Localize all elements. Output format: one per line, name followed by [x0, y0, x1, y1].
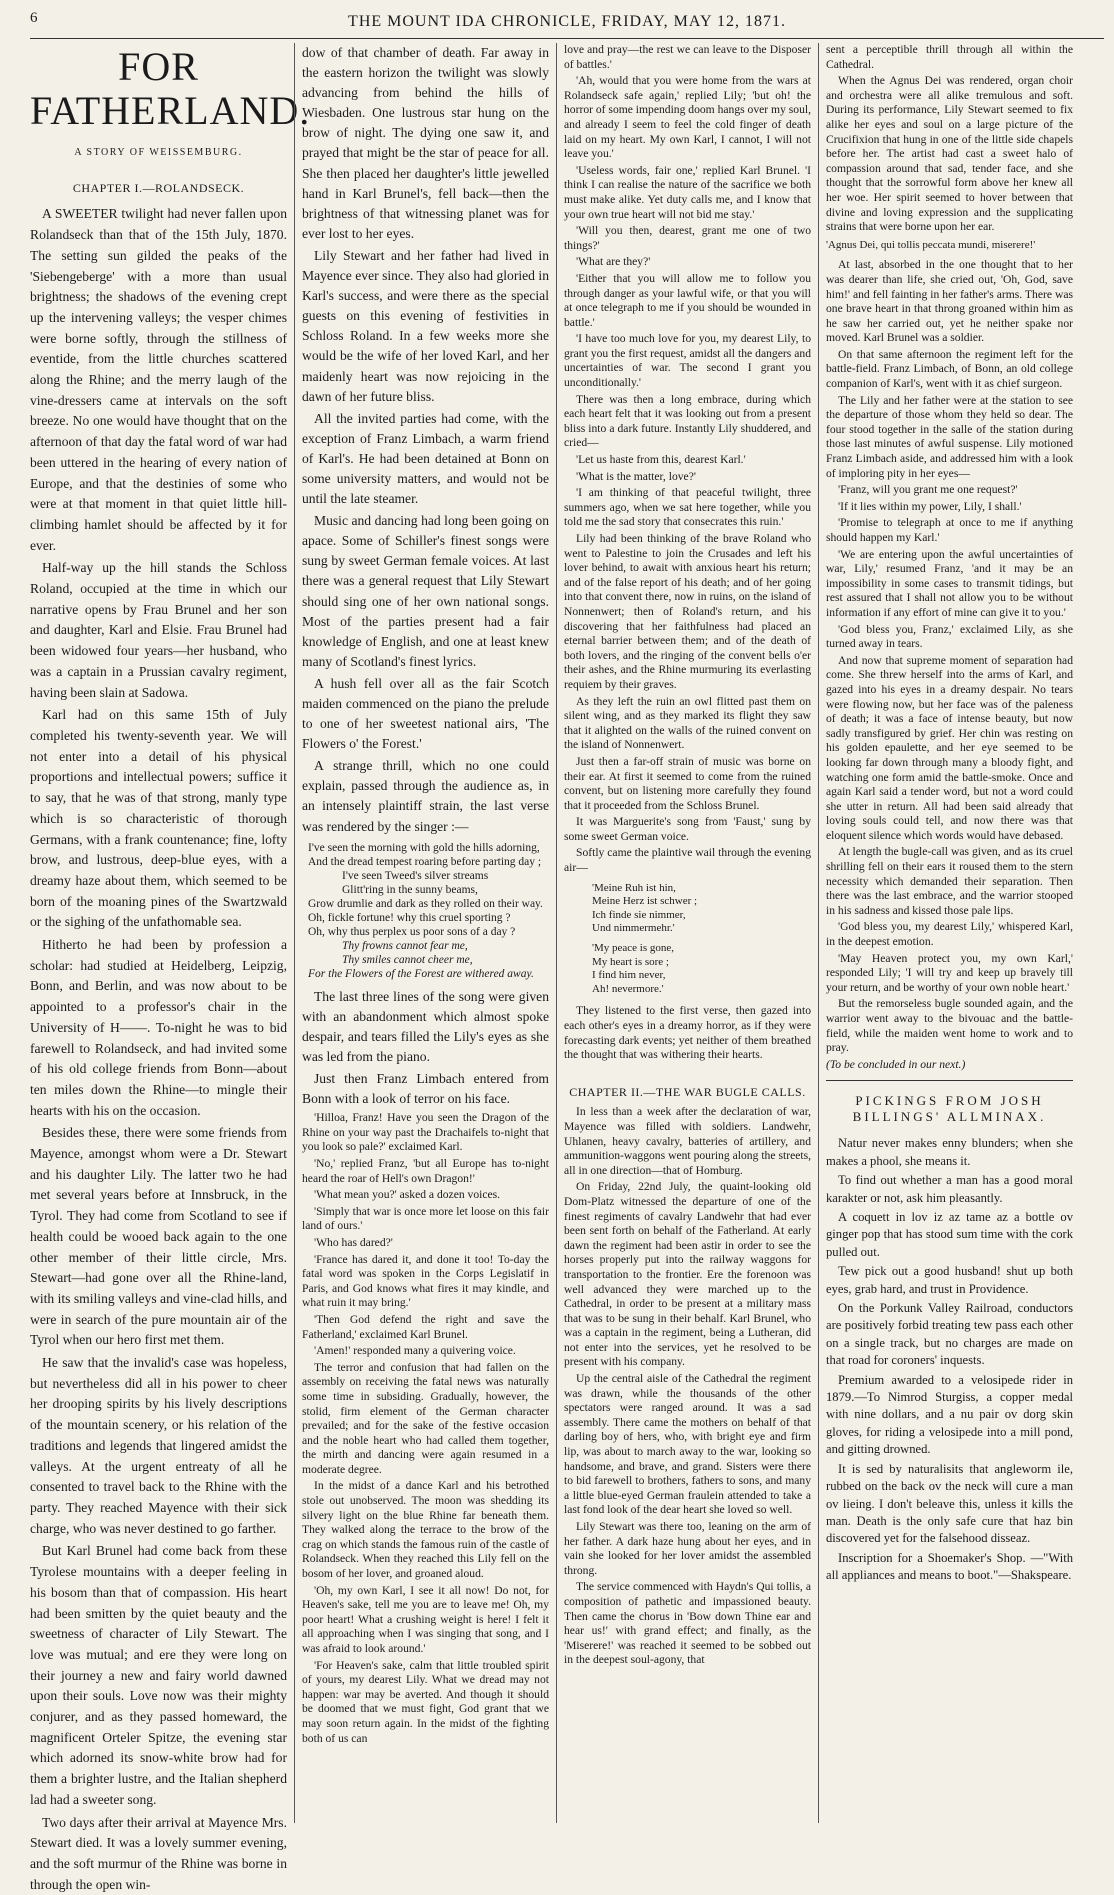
poem-line: Thy smiles cannot cheer me,	[342, 953, 473, 966]
poem-line: For the Flowers of the Forest are withered away.	[308, 967, 534, 980]
paragraph: 'Will you then, dearest, grant me one of two things?'	[564, 224, 811, 252]
paragraph: 'Franz, will you grant me one request?'	[838, 483, 1018, 497]
paragraph: Natur never makes enny blunders; when she makes a phool, she means it.	[826, 1136, 1073, 1168]
paragraph: Up the central aisle of the Cathedral the regiment was drawn, while the thousands of the other spectators were ranged around. It was a sad assembly. There came the mothers on behalf of that darling boy of hers, who, with bright eye and firm lip, was about to march away to the war, looking so handsome, and brave, and grand. Sisters were there to bid farewell to brothers, fathers to sons, and many a little blue-eyed German fraulein attended to take a last fond look of the dear heart she loved so well.	[564, 1372, 811, 1517]
paragraph: A SWEETER twilight had never fallen upon Rolandseck than that of the 15th July, 1870. The setting sun gilded the peaks of the 'Siebengeberge' with a more than usual brightness; the shadows of the evening crept up the intervening valleys; the vesper chimes were borne softly, through the stillness of eventide, from the little churches scattered along the Rhine; and the merry laugh of the vine-dressers came at intervals on the soft breeze. No one would have thought that on the afternoon of that day the fatal word of war had been uttered in the hearing of every nation of Europe, and that the destinies of some who were at that moment in that quiet little hill-climbing hamlet should be affected by it for ever.	[30, 206, 287, 553]
poem-line: Thy frowns cannot fear me,	[342, 939, 468, 952]
page-number: 6	[30, 10, 38, 26]
song-line: 'Meine Ruh ist hin,	[592, 881, 676, 894]
paragraph: As they left the ruin an owl flitted past them on silent wing, and as they marked its flight they saw that it alighted on the walls of the ruined convent on the island of Nonnenwert.	[564, 694, 811, 752]
song-line: Und nimmermehr.'	[592, 922, 675, 935]
poem-line: Glitt'ring in the sunny beams,	[342, 883, 478, 896]
paragraph: Lily Stewart and her father had lived in Mayence ever since. They also had gloried in Karl's success, and were there as the special guests on this evening of festivities in Schloss Roland. In a few weeks more she would be the wife of her loved Karl, and her maidenly heart was now rejoicing in the dawn of her future bliss.	[302, 247, 549, 404]
paragraph: 'Amen!' responded many a quivering voice.	[314, 1344, 516, 1358]
paragraph: 'Hilloa, Franz! Have you seen the Dragon of the Rhine on your way past the Drachaifels to-night that you look so pale?' exclaimed Karl.	[302, 1111, 549, 1154]
columns	[30, 43, 1104, 1892]
paragraph: A hush fell over all as the fair Scotch maiden commenced on the piano the prelude to one of her sweetest national airs, 'The Flowers o' the Forest.'	[302, 675, 549, 752]
paragraph: It is sed by naturalisits that angleworm ile, rubbed on the back ov the neck will cure a man ov lieing. I don't beleave this, unless it kills the man. Death is the only safe cure that haz bin discovered yet for the falsehood disseaz.	[826, 1461, 1073, 1546]
paragraph: 'If it lies within my power, Lily, I shall.'	[838, 499, 1022, 513]
paragraph: Half-way up the hill stands the Schloss Roland, occupied at the time in which our narrative opens by Frau Brunel and her son and daughter, Karl and Elsie. Frau Brunel had been widowed four years—her husband, who was a captain in a Prussian cavalry regiment, having been slain at Sadowa.	[30, 560, 287, 700]
poem-line: I've seen the morning with gold the hills adorning,	[308, 841, 540, 854]
paragraph: 'I am thinking of that peaceful twilight, three summers ago, when we sat here together, while you told me the sad story that consecrates this ruin.'	[564, 486, 811, 529]
poem-line: And the dread tempest roaring before parting day ;	[308, 855, 542, 868]
paragraph: 'Simply that war is once more let loose on this fair land of ours.'	[302, 1204, 549, 1233]
column-2	[294, 43, 556, 1823]
paragraph: 'We are entering upon the awful uncertainties of war, Lily,' resumed Franz, 'and it may be an impossibility in some cases to transmit tidings, but rest assured that I shall not allow you to be without information if any effort of mine can give it to you.'	[826, 547, 1073, 619]
paragraph: Lily had been thinking of the brave Roland who went to Palestine to join the Crusades and left his lover behind, to await with anxious heart his return; and of the false report of his death; and of her going into that convent there, now in ruins, on the island of Nonnenwert; then of Roland's return, and his discovering that her faithfulness had placed an eternal barrier between them; and of the death of both lovers, and the ringing of the convent bells o'er their ashes, and the Rhine murmuring its everlasting requiem by their graves.	[564, 532, 811, 691]
paragraph: The terror and confusion that had fallen on the assembly on receiving the fatal news was naturally some time in subsiding. Gradually, however, the stolid, firm element of the German character prevailed; and for the sake of the festive occasion and the noble heart who had called them together, the mirth and dancing were again resumed in a moderate degree.	[302, 1360, 549, 1476]
paragraph: love and pray—the rest we can leave to the Disposer of battles.'	[564, 43, 811, 71]
paragraph: Karl had on this same 15th of July completed his twenty-seventh year. We will not enter into a detail of his physical proportions and intellectual powers; suffice it to say, that he was of that strong, manly type which is so characteristic of thorough Germans, with a frank countenance; fine, lofty brow, and lustrous, deep-blue eyes, with a dreamy haze about them, which seemed to be born of the moaning pines of the Swartzwald or the sighing of the unfathomable sea.	[30, 707, 287, 930]
paragraph: 'What mean you?' asked a dozen voices.	[314, 1188, 501, 1202]
paragraph: 'Either that you will allow me to follow you through danger as your lawful wife, or that you will at once telegraph to me if you should be wounded in battle.'	[564, 271, 811, 329]
paragraph: Inscription for a Shoemaker's Shop. —"With all appliances and means to boot."—Shakspeare.	[826, 1550, 1073, 1583]
paragraph: To find out whether a man has a good moral karakter or not, ask him pleasantly.	[826, 1173, 1073, 1205]
paragraph: 'For Heaven's sake, calm that little troubled spirit of yours, my dearest Lily. What we dread may not happen: war may be averted. And though it should be doomed that we must fight, God grant that we may soon return again. In the midst of the fighting both of us can	[302, 1658, 549, 1745]
paragraph: 'God bless you, my dearest Lily,' whispered Karl, in the deepest emotion.	[826, 920, 1073, 949]
story-subtitle: A STORY OF WEISSEMBURG.	[74, 147, 243, 158]
paragraph: 'I have too much love for you, my dearest Lily, to grant you the first request, amidst all the dangers and uncertainties of war. The second I grant you unconditionally.'	[564, 332, 811, 390]
josh-billings-heading	[826, 1093, 1073, 1125]
josh-billings-section	[826, 1093, 1073, 1584]
masthead-title: THE MOUNT IDA CHRONICLE, FRIDAY, MAY 12, 1871.	[348, 13, 786, 30]
paragraph: At last, absorbed in the one thought that to her was dearer than life, she cried out, 'Oh, God, save him!' and fell fainting in her father's arms. There was one brave heart in that throng groaned within him as he saw her carried out, yet he neither spake nor moved. Karl Brunel was a soldier.	[826, 258, 1073, 345]
paragraph: 'Useless words, fair one,' replied Karl Brunel. 'I think I can realise the nature of the sacrifice we both must make alike. Yet duty calls me, and I know that your own true heart will not bid me stay.'	[564, 163, 811, 221]
poem-line: Oh, why thus perplex us poor sons of a day ?	[308, 925, 516, 938]
paragraph: A coquett in lov iz az tame az a bottle ov ginger pop that has stood sum time with the cork pulled out.	[826, 1210, 1073, 1259]
paragraph: Two days after their arrival at Mayence Mrs. Stewart died. It was a lovely summer evening, and the soft murmur of the Rhine was borne in through the open win-	[30, 1814, 287, 1892]
paragraph: He saw that the invalid's case was hopeless, but nevertheless did all in his power to cheer her drooping spirits by his lively descriptions of the mountain scenery, or his relation of the traditions and legends that lingered amidst the valleys. At the urgent entreaty of all he consented to travel back to the Rhine with the party. They reached Mayence with their sick charge, who was never destined to go farther.	[30, 1355, 287, 1536]
poem-line: Grow drumlie and dark as they rolled on their way.	[308, 897, 543, 910]
column-4	[818, 43, 1080, 1823]
poem-line: Oh, fickle fortune! why this cruel sporting ?	[308, 911, 511, 924]
paragraph: At length the bugle-call was given, and as its cruel shrilling fell on their ears it roused them to the stern necessity which demanded their separation. Then there was the last embrace, and the warrior stooped in his sadness and kissed those pale lips.	[826, 845, 1073, 917]
paragraph: There was then a long embrace, during which each heart felt that it was looking out from a present bliss into a dark future. Instantly Lily shuddered, and cried—	[564, 392, 811, 450]
paragraph: Hitherto he had been by profession a scholar: had studied at Heidelberg, Leipzig, Bonn, and Berlin, and was now about to be appointed to a professor's chair in the University of H——. To-night he was to bid farewell to Rolandseck, and had invited some of his old college friends from Bonn—about ten miles down the Rhine—to mingle their hearts with his on the occasion.	[30, 937, 287, 1118]
paragraph: In the midst of a dance Karl and his betrothed stole out unobserved. The moon was shedding its silvery light on the blue Rhine far beneath them. They walked along the terrace to the brow of the crag on which stands the famous ruin of the castle of Rolandseck. When they reached this Lily fell on the bosom of her lover, and groaned aloud.	[302, 1479, 549, 1581]
paragraph: 'What are they?'	[576, 255, 651, 269]
paragraph: Softly came the plaintive wail through the evening air—	[564, 846, 811, 875]
paragraph: On Friday, 22nd July, the quaint-looking old Dom-Platz witnessed the departure of one of the finest regiments of cavalry Landwehr that had ever been sent forth on behalf of the Fatherland. At early dawn the regiment had been astir in order to see the horses properly put into the railway waggons for transportation to the frontier. Ere the forenoon was well advanced they were marched up to the Cathedral, in order to be present at a military mass that was to be sung in their behalf. Karl Brunel, who was a captain in the regiment, being a Lutheran, did not enter into the services, yet he resolved to be present with his company.	[564, 1180, 811, 1369]
paragraph: In less than a week after the declaration of war, Mayence was filled with soldiers. Landwehr, Uhlanen, heavy cavalry, batteries of artillery, and ammunition-waggons went pouring along the streets, all in one direction—that of Homburg.	[564, 1105, 811, 1177]
josh-billings-title-line-1: PICKINGS FROM JOSH	[855, 1093, 1044, 1109]
song-verse-faust	[592, 882, 811, 997]
josh-billings-title-line-2: BILLINGS' ALLMINAX.	[852, 1109, 1047, 1125]
paragraph: They listened to the first verse, then gazed into each other's eyes in a dreamy horror, as if they were forecasting dark events; yet neither of them breathed the thought that was withering their hearts.	[564, 1004, 811, 1062]
paragraph: Just then Franz Limbach entered from Bonn with a look of terror on his face.	[302, 1071, 549, 1107]
paragraph: 'Then God defend the right and save the Fatherland,' exclaimed Karl Brunel.	[302, 1312, 549, 1341]
to-be-concluded-note: (To be concluded in our next.)	[826, 1057, 966, 1071]
section-divider	[826, 1080, 1073, 1081]
paragraph: Just then a far-off strain of music was borne on their ear. At first it seemed to come from the ruined convent, but on listening more carefully they found that it proceeded from the Schloss Brunel.	[564, 754, 811, 812]
paragraph: 'May Heaven protect you, my own Karl,' responded Lily; 'I will try and keep up bravely till your return, and be worthy of your own noble heart.'	[826, 951, 1073, 994]
paragraph: Lily Stewart was there too, leaning on the arm of her father. A dark haze hung about her eyes, and in vain she looked for her lover amidst the assembled throng.	[564, 1520, 811, 1577]
paragraph: A strange thrill, which no one could explain, passed through the audience as, in an intensely plaintiff strain, the last verse was rendered by the singer :—	[302, 758, 549, 834]
paragraph: Music and dancing had long been going on apace. Some of Schiller's finest songs were sung by sweet German female voices. At last there was a general request that Lily Stewart should sing one of her own national songs. Most of the parties present had a fair knowledge of English, and one at least knew many of Scotland's finest lyrics.	[302, 513, 549, 669]
paragraph: But Karl Brunel had come back from these Tyrolese mountains with a deeper feeling in his bosom than that of compassion. His heart had been smitten by the quiet beauty and the sweetness of character of Lily Stewart. The love was mutual; and ere they were long on their journey a new and fairy world dawned upon their souls. Love now was their mighty conjurer, and as they passed homeward, the magnificent Orteler Spitze, the evening star which adorned its snow-white brow had for them a brighter lustre, and the Italian shepherd lad had a sweeter song.	[30, 1543, 287, 1807]
paragraph: Tew pick out a good husband! shut up both eyes, grab hard, and trust in Providence.	[826, 1264, 1073, 1296]
paragraph: The last three lines of the song were given with an abandonment which almost spoke despair, and tears filled the Lily's eyes as she was led from the piano.	[302, 988, 549, 1064]
column-1	[30, 43, 311, 1892]
chapter-2-heading: CHAPTER II.—THE WAR BUGLE CALLS.	[569, 1084, 806, 1099]
paragraph: The service commenced with Haydn's Qui tollis, a composition of pathetic and impassioned beauty. Then came the chorus in 'Bow down Thine ear and hear us!' with grand effect; and finally, as the 'Miserere!' was reached it seemed to be sobbed out in the deepest soul-agony, that	[564, 1580, 811, 1667]
story-headline: FOR FATHERLAND.	[30, 44, 311, 133]
poem-line: I've seen Tweed's silver streams	[342, 869, 489, 882]
paragraph: Premium awarded to a velosipede rider in 1879.—To Nimrod Sturgiss, a copper medal with nine dollars, and a nu pair ov dorg skin gloves, for riding a velosipede into a mill pond, and gitting drowned.	[826, 1372, 1073, 1457]
paragraph: 'Promise to telegraph at once to me if anything should happen my Karl.'	[826, 516, 1073, 544]
song-line: Ah! nevermore.'	[592, 982, 664, 995]
paragraph: It was Marguerite's song from 'Faust,' sung by some sweet German voice.	[564, 815, 811, 843]
paragraph: On the Porkunk Valley Railroad, conductors are positively forbid treating tew pass each other on a single track, but no charges are made on that road for coroners' inquests.	[826, 1301, 1073, 1368]
paragraph: Besides these, there were some friends from Mayence, amongst whom were a Dr. Stewart and his daughter Lily. The latter two he had met several years before at Innsbruck, in the Tyrol. They had come from Scotland to see if health could be wooed back again to the one other member of their little circle, Mrs. Stewart—had gone over all the Rhine-land, with its smiling valleys and vine-clad hills, and were in search of the pure mountain air of the Tyrol when our hero first met them.	[30, 1125, 287, 1348]
song-line: Ich finde sie nimmer,	[592, 908, 686, 921]
paragraph: 'Let us haste from this, dearest Karl.'	[576, 453, 746, 467]
chapter-1-heading: CHAPTER I.—ROLANDSECK.	[72, 180, 245, 195]
paragraph: When the Agnus Dei was rendered, organ choir and orchestra were all alike tremulous and soft. During its performance, Lily Stewart seemed to fix alike her eyes and soul on a large picture of the Crucifixion that hung in one of the little side chapels before her. The artist had cast a sweet halo of compassion around that sad, tender face, and she thought that the sorrowful form above her knew all her woe. Her spirit seemed to hover between that divine and loving expression and the supplicating strains that were borne upon her ear.	[826, 74, 1073, 234]
paragraph: 'Oh, my own Karl, I see it all now! Do not, for Heaven's sake, tell me you are to leave me! Oh, my poor heart! What a crushing weight is here! I felt it all approaching when I was singing that song, and I was afraid to look around.'	[302, 1583, 549, 1655]
paragraph: 'Who has dared?'	[314, 1235, 393, 1249]
column-3	[556, 43, 818, 1823]
paragraph: The Lily and her father were at the station to see the departure of those whom they held so dear. The four stood together in the salle of the station during those last minutes of awful suspense. Lily motioned Franz Limbach aside, and addressed him with a look of imploring pity in her eyes—	[826, 393, 1073, 480]
paragraph: 'God bless you, Franz,' exclaimed Lily, as she turned away in tears.	[826, 622, 1073, 651]
song-verse-flowers-of-the-forest	[308, 841, 549, 981]
song-line: I find him never,	[592, 969, 666, 982]
song-line: 'My peace is gone,	[592, 942, 675, 955]
paragraph: On that same afternoon the regiment left for the battle-field. Franz Limbach, of Bonn, an old college companion of Karl's, went with it as chief surgeon.	[826, 347, 1073, 391]
paragraph: 'No,' replied Franz, 'but all Europe has to-night heard the roar of Hell's own Dragon!'	[302, 1157, 549, 1185]
paragraph: 'France has dared it, and done it too! To-day the fatal word was spoken in the Corps Legislatif in Paris, and God knows what fires it may kindle, and what ruin it may bring.'	[302, 1252, 549, 1310]
paragraph: 'Ah, would that you were home from the wars at Rolandseck safe again,' replied Lily; 'but oh! the horror of some impending doom hangs over my soul, and already I seem to feel the cold finger of death laid on my heart. My own Karl, I cannot, I will not leave you.'	[564, 74, 811, 161]
paragraph: And now that supreme moment of separation had come. She threw herself into the arms of Karl, and gazed into his eyes in a dreamy despair. No tears were flowing now, but her face was of the paleness of death; it was a face of intense beauty, but now sadly transfigured by grief. Her chin was resting on his golden epaulette, and her eye seemed to be looking far down through many a bloody fight, and watching one form amid the battle-smoke. Once and again Karl said a tender word, but not a word could she utter in return. All had been said already that loving souls could tell, and now there was that eloquent silence which words would have debased.	[826, 653, 1073, 842]
paragraph: sent a perceptible thrill through all within the Cathedral.	[826, 43, 1073, 71]
masthead	[30, 6, 1104, 39]
song-line: Meine Herz ist schwer ;	[592, 895, 698, 908]
paragraph: But the remorseless bugle sounded again, and the warrior went away to the bivouac and the battle-field, while the maiden went home to work and to pray.	[826, 997, 1073, 1055]
latin-quote: 'Agnus Dei, qui tollis peccata mundi, miserere!'	[826, 238, 1036, 251]
paragraph: dow of that chamber of death. Far away in the eastern horizon the twilight was slowly advancing from behind the hills of Wiesbaden. One lustrous star hung on the brow of night. The dying one saw it, and prayed that might be the star of peace for all. She then placed her daughter's little jewelled hand in Karl Brunel's, fell back—then the brightness of that witnessing planet was for ever lost to her eyes.	[302, 45, 549, 241]
paragraph: 'What is the matter, love?'	[576, 469, 696, 483]
paragraph: All the invited parties had come, with the exception of Franz Limbach, a warm friend of Karl's. He had been detained at Bonn on some university matters, and would not be until the late steamer.	[302, 410, 549, 507]
song-line: My heart is sore ;	[592, 955, 669, 968]
